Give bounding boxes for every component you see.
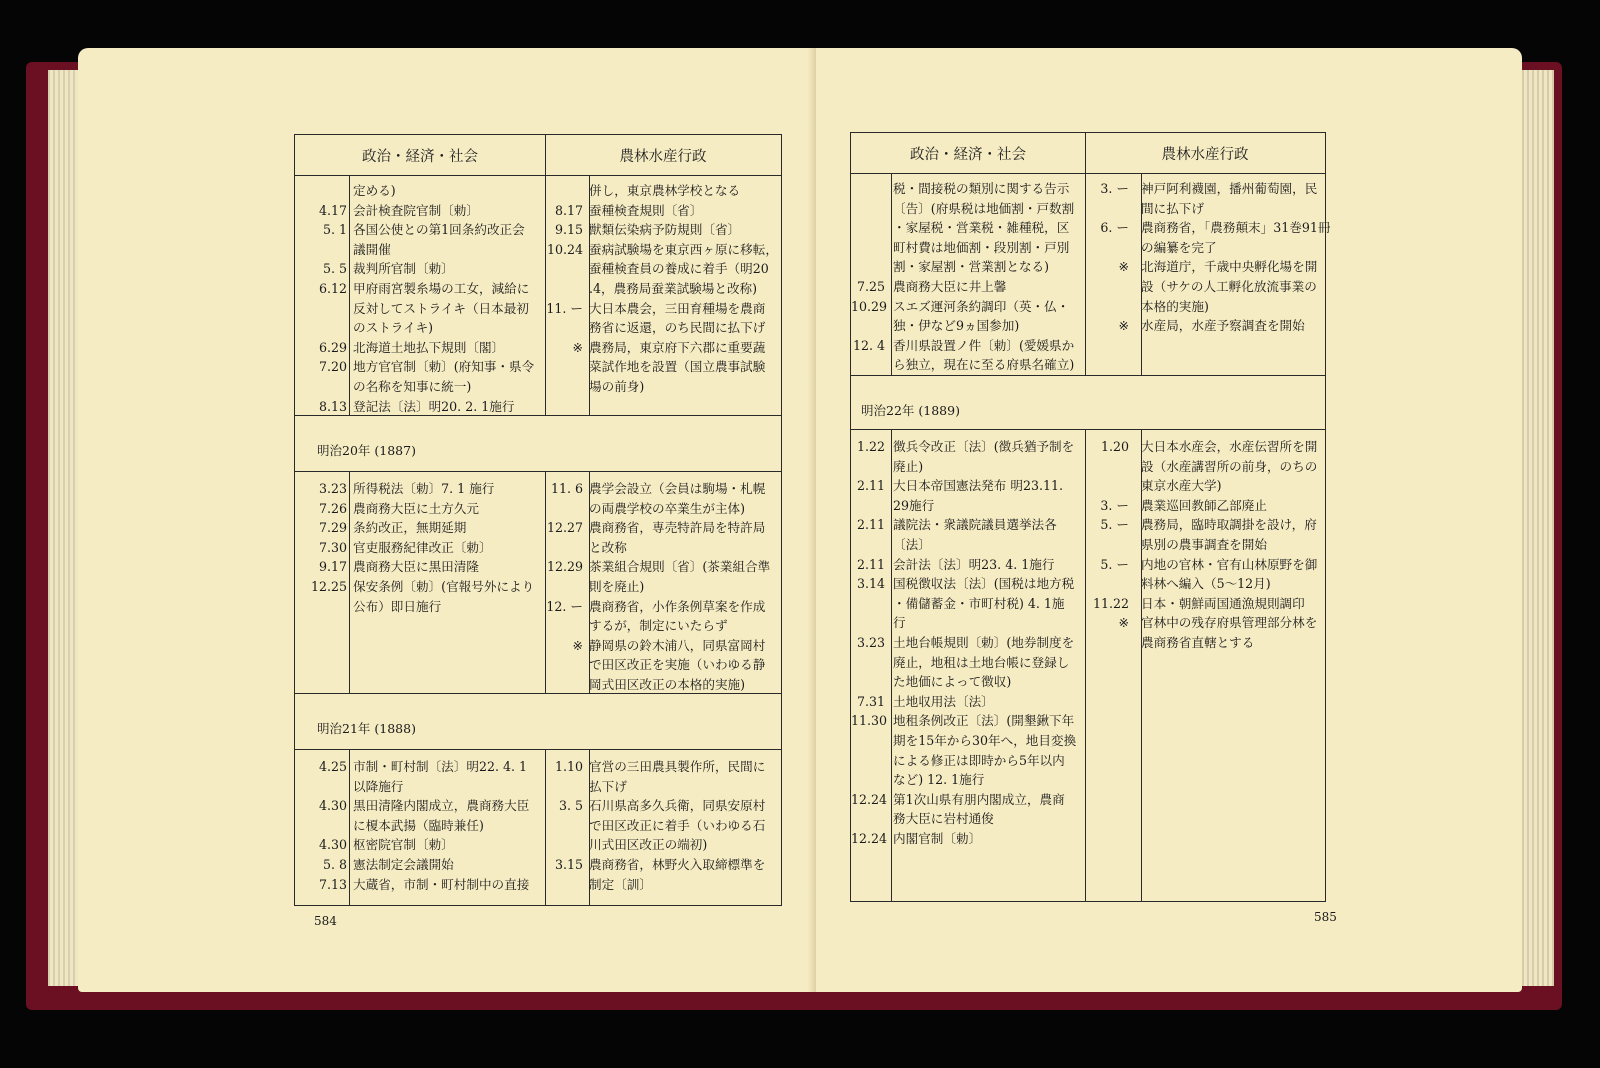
entry: 3.23 土地台帳規則〔勅〕(地券制度を bbox=[856, 634, 1075, 650]
entry: 7.30 官吏服務紀律改正〔勅〕 bbox=[318, 539, 492, 555]
entry: 29施行 bbox=[893, 497, 935, 513]
entry: 菜試作地を設置（国立農事試験 bbox=[589, 359, 766, 375]
era-heading-1887: 明治20年 (1887) bbox=[317, 443, 416, 458]
politics-entries-pre1887 bbox=[295, 181, 545, 416]
entry: 8.13 登記法〔法〕明20. 2. 1施行 bbox=[318, 398, 515, 414]
politics-entries-1888 bbox=[295, 757, 545, 894]
entry: 設（サケの人工孵化放流事業の bbox=[1141, 278, 1317, 294]
entry: 3.23 所得税法〔勅〕7. 1 施行 bbox=[318, 481, 495, 496]
entry: など) 12. 1施行 bbox=[893, 772, 985, 788]
entry: ※ 農務局，東京府下六郡に重要蔬 bbox=[572, 339, 766, 355]
entry: 2.11 会計法〔法〕明23. 4. 1施行 bbox=[856, 556, 1055, 572]
entry: 12.24 内閣官制〔勅〕 bbox=[851, 830, 982, 846]
entry: ・備儲蓄金・市町村税) 4. 1施 bbox=[893, 595, 1065, 611]
entry: の名称を知事に統一) bbox=[353, 378, 472, 394]
entry: ※ 静岡県の鈴木浦八，同県富岡村 bbox=[572, 637, 766, 653]
agri-entries-1888 bbox=[545, 757, 781, 894]
entry: 行 bbox=[893, 615, 906, 631]
entry: 東京水産大学) bbox=[1141, 478, 1222, 494]
entry: のストライキ) bbox=[353, 320, 434, 336]
entry: 12.25 保安条例〔勅〕(官報号外により bbox=[310, 578, 535, 594]
politics-entries-1889 bbox=[851, 437, 1085, 848]
entry: で田区改正を実施（いわゆる静 bbox=[589, 657, 766, 673]
entry: 県別の農事調査を開始 bbox=[1141, 536, 1267, 552]
page-number-right: 585 bbox=[1314, 910, 1337, 924]
entry: の両農学校の卒業生が主体) bbox=[589, 500, 746, 516]
right-chronology-table bbox=[850, 132, 1331, 902]
entry: 4.25 市制・町村制〔法〕明22. 4. 1 bbox=[318, 759, 528, 774]
entry: 独・伊など9ヵ国参加) bbox=[893, 318, 1020, 334]
entry: 割・家屋割・営業割となる) bbox=[893, 259, 1050, 275]
entry: 7.31 土地収用法〔法〕 bbox=[856, 693, 994, 709]
entry: 期を15年から30年へ，地目変換 bbox=[893, 732, 1077, 748]
entry: 9.15 獣類伝染病予防規則〔省〕 bbox=[554, 222, 741, 238]
entry: 12. ー 農商務省，小作条例草案を作成 bbox=[546, 598, 766, 614]
entry: 〔告〕(府県税は地価割・戸数割 bbox=[893, 200, 1075, 216]
entry: 川式田区改正の端初) bbox=[589, 837, 708, 853]
agri-entries-1888-cont bbox=[1085, 179, 1331, 336]
entry: 議開催 bbox=[353, 241, 391, 257]
column-header-agriculture: 農林水産行政 bbox=[619, 148, 707, 165]
entry: 8.17 蚕種検査規則〔省〕 bbox=[554, 202, 703, 218]
entry: 7.29 条約改正，無期延期 bbox=[318, 520, 467, 536]
entry: 農商務省直轄とする bbox=[1141, 634, 1255, 650]
entry: と改称 bbox=[589, 539, 627, 555]
entry: 〔法〕 bbox=[893, 536, 931, 552]
entry: 6. ー 農商務省，「農務顛末」31巻91冊 bbox=[1100, 220, 1331, 236]
entry: 7.26 農商務大臣に土方久元 bbox=[318, 500, 479, 516]
column-header-agriculture: 農林水産行政 bbox=[1161, 146, 1249, 163]
entry: 定める) bbox=[353, 183, 396, 198]
entry: 6.29 北海道土地払下規則〔閣〕 bbox=[318, 339, 505, 355]
entry: 廃止) bbox=[893, 458, 924, 474]
entry: 2.11 大日本帝国憲法発布 明23.11. bbox=[856, 478, 1063, 494]
entry: 10.29 スエズ運河条約調印（英・仏・ bbox=[851, 298, 1070, 314]
entry: 4.30 枢密院官制〔勅〕 bbox=[318, 837, 454, 853]
entry: 5. ー 内地の官林・官有山林原野を御 bbox=[1100, 556, 1318, 572]
entry: 務省に返還，のち民間に払下げ bbox=[589, 320, 766, 336]
entry: 料林へ編入（5〜12月) bbox=[1141, 576, 1271, 592]
entry: 反対してストライキ（日本最初 bbox=[353, 300, 529, 316]
entry: 11.30 地租条例改正〔法〕(開墾鍬下年 bbox=[851, 713, 1075, 729]
agri-entries-1889 bbox=[1085, 437, 1325, 653]
entry: 3. ー 農業巡回教師乙部廃止 bbox=[1100, 497, 1267, 513]
column-header-politics: 政治・経済・社会 bbox=[910, 146, 1026, 163]
entry: 7.20 地方官官制〔勅〕(府知事・県令 bbox=[318, 359, 535, 375]
entry: 3. 5 石川県高多久兵衛，同県安原村 bbox=[558, 798, 766, 814]
entry: 設（水産講習所の前身，のちの bbox=[1141, 458, 1318, 474]
politics-entries-1887 bbox=[295, 479, 545, 616]
entry: に榎本武揚（臨時兼任) bbox=[353, 817, 484, 833]
entry: 4.17 会計検査院官制〔勅〕 bbox=[318, 202, 479, 218]
entry: 3.14 国税徴収法〔法〕(国税は地方税 bbox=[856, 576, 1075, 592]
entry: 12.27 農商務省，専売特許局を特許局 bbox=[546, 520, 766, 536]
entry: 7.25 農商務大臣に井上馨 bbox=[856, 278, 1007, 294]
entry: 制定〔訓〕 bbox=[589, 876, 652, 892]
entry: 場の前身) bbox=[589, 378, 645, 394]
entry: 7.13 大蔵省，市制・町村制中の直接 bbox=[318, 876, 530, 892]
right-page bbox=[816, 48, 1522, 992]
entry: 廃止，地租は土地台帳に登録し bbox=[893, 654, 1070, 670]
entry: 岡式田区改正の本格的実施) bbox=[589, 676, 746, 692]
entry: .4，農務局蚕業試験場と改称) bbox=[589, 280, 758, 296]
entry: 12.24 第1次山県有朋内閣成立，農商 bbox=[851, 791, 1065, 807]
entry: ※ 官林中の残存府県管理部分林を bbox=[1118, 615, 1318, 631]
entry: 以降施行 bbox=[353, 778, 404, 794]
entry: 2.11 議院法・衆議院議員選挙法各 bbox=[856, 517, 1057, 533]
entry: 1.20 大日本水産会，水産伝習所を開 bbox=[1100, 439, 1318, 454]
entry: 11. 6 農学会設立（会員は駒場・札幌 bbox=[550, 481, 766, 496]
entry: 1.22 徴兵令改正〔法〕(徴兵猶予制を bbox=[856, 439, 1075, 454]
entry: 3. ー 神戸阿利襪園，播州葡萄園，民 bbox=[1100, 181, 1318, 196]
entry: するが，制定にいたらず bbox=[589, 618, 728, 634]
entry: 12.29 茶業組合規則〔省〕(茶業組合準 bbox=[546, 559, 771, 575]
entry: ・家屋税・営業税・雑種税，区 bbox=[893, 220, 1070, 236]
entry: 5. ー 農務局，臨時取調掛を設け，府 bbox=[1100, 517, 1317, 533]
entry: ※ 北海道庁，千歳中央孵化場を開 bbox=[1118, 259, 1318, 275]
entry: 4.30 黒田清隆内閣成立，農商務大臣 bbox=[318, 798, 530, 814]
entry: 5. 5 裁判所官制〔勅〕 bbox=[322, 261, 454, 277]
entry: 12. 4 香川県設置ノ件〔勅〕(愛媛県か bbox=[852, 337, 1075, 353]
entry: 払下げ bbox=[589, 778, 627, 794]
entry: 5. 8 憲法制定会議開始 bbox=[322, 856, 454, 872]
left-chronology-table bbox=[294, 134, 782, 906]
entry: で田区改正に着手（いわゆる石 bbox=[589, 817, 766, 833]
entry: 町村費は地価割・段別割・戸別 bbox=[893, 239, 1070, 255]
agri-entries-pre1887 bbox=[545, 181, 781, 397]
entry: 本格的実施) bbox=[1141, 298, 1209, 314]
entry: ※ 水産局，水産予察調査を開始 bbox=[1118, 318, 1305, 334]
entry: 11. ー 大日本農会，三田育種場を農商 bbox=[546, 300, 766, 316]
entry: 併し，東京農林学校となる bbox=[589, 183, 741, 198]
era-heading-1889: 明治22年 (1889) bbox=[861, 403, 960, 418]
entry: 10.24 蚕病試験場を東京西ヶ原に移転， bbox=[546, 241, 778, 257]
entry: 蚕種検査員の養成に着手（明20 bbox=[589, 261, 769, 277]
entry: による修正は即時から5年以内 bbox=[893, 752, 1065, 768]
entry: ら独立，現在に至る府県名確立) bbox=[893, 357, 1075, 373]
entry: 11.22 日本・朝鮮両国通漁規則調印 bbox=[1092, 595, 1305, 611]
agri-entries-1887 bbox=[545, 479, 781, 695]
entry: 間に払下げ bbox=[1141, 200, 1204, 216]
entry: 税・間接税の類別に関する告示 bbox=[893, 181, 1070, 196]
politics-entries-1888-cont bbox=[851, 179, 1085, 375]
entry: 3.15 農商務省，林野火入取締標準を bbox=[554, 856, 766, 872]
era-heading-1888: 明治21年 (1888) bbox=[317, 721, 416, 736]
entry: 5. 1 各国公使との第1回条約改正会 bbox=[322, 222, 525, 238]
left-page bbox=[78, 48, 816, 992]
entry: 公布）即日施行 bbox=[353, 598, 442, 614]
entry: た地価によって徴収) bbox=[893, 674, 1012, 690]
entry: 務大臣に岩村通俊 bbox=[893, 811, 994, 827]
page-number-left: 584 bbox=[314, 914, 337, 928]
entry: 則を廃止) bbox=[589, 578, 645, 594]
entry: 6.12 甲府雨宮製糸場の工女，減給に bbox=[318, 280, 530, 296]
entry: 9.17 農商務大臣に黒田清隆 bbox=[318, 559, 479, 575]
column-header-politics: 政治・経済・社会 bbox=[362, 148, 478, 165]
entry: の編纂を完了 bbox=[1141, 239, 1217, 255]
entry: 1.10 官営の三田農具製作所，民間に bbox=[554, 759, 766, 774]
